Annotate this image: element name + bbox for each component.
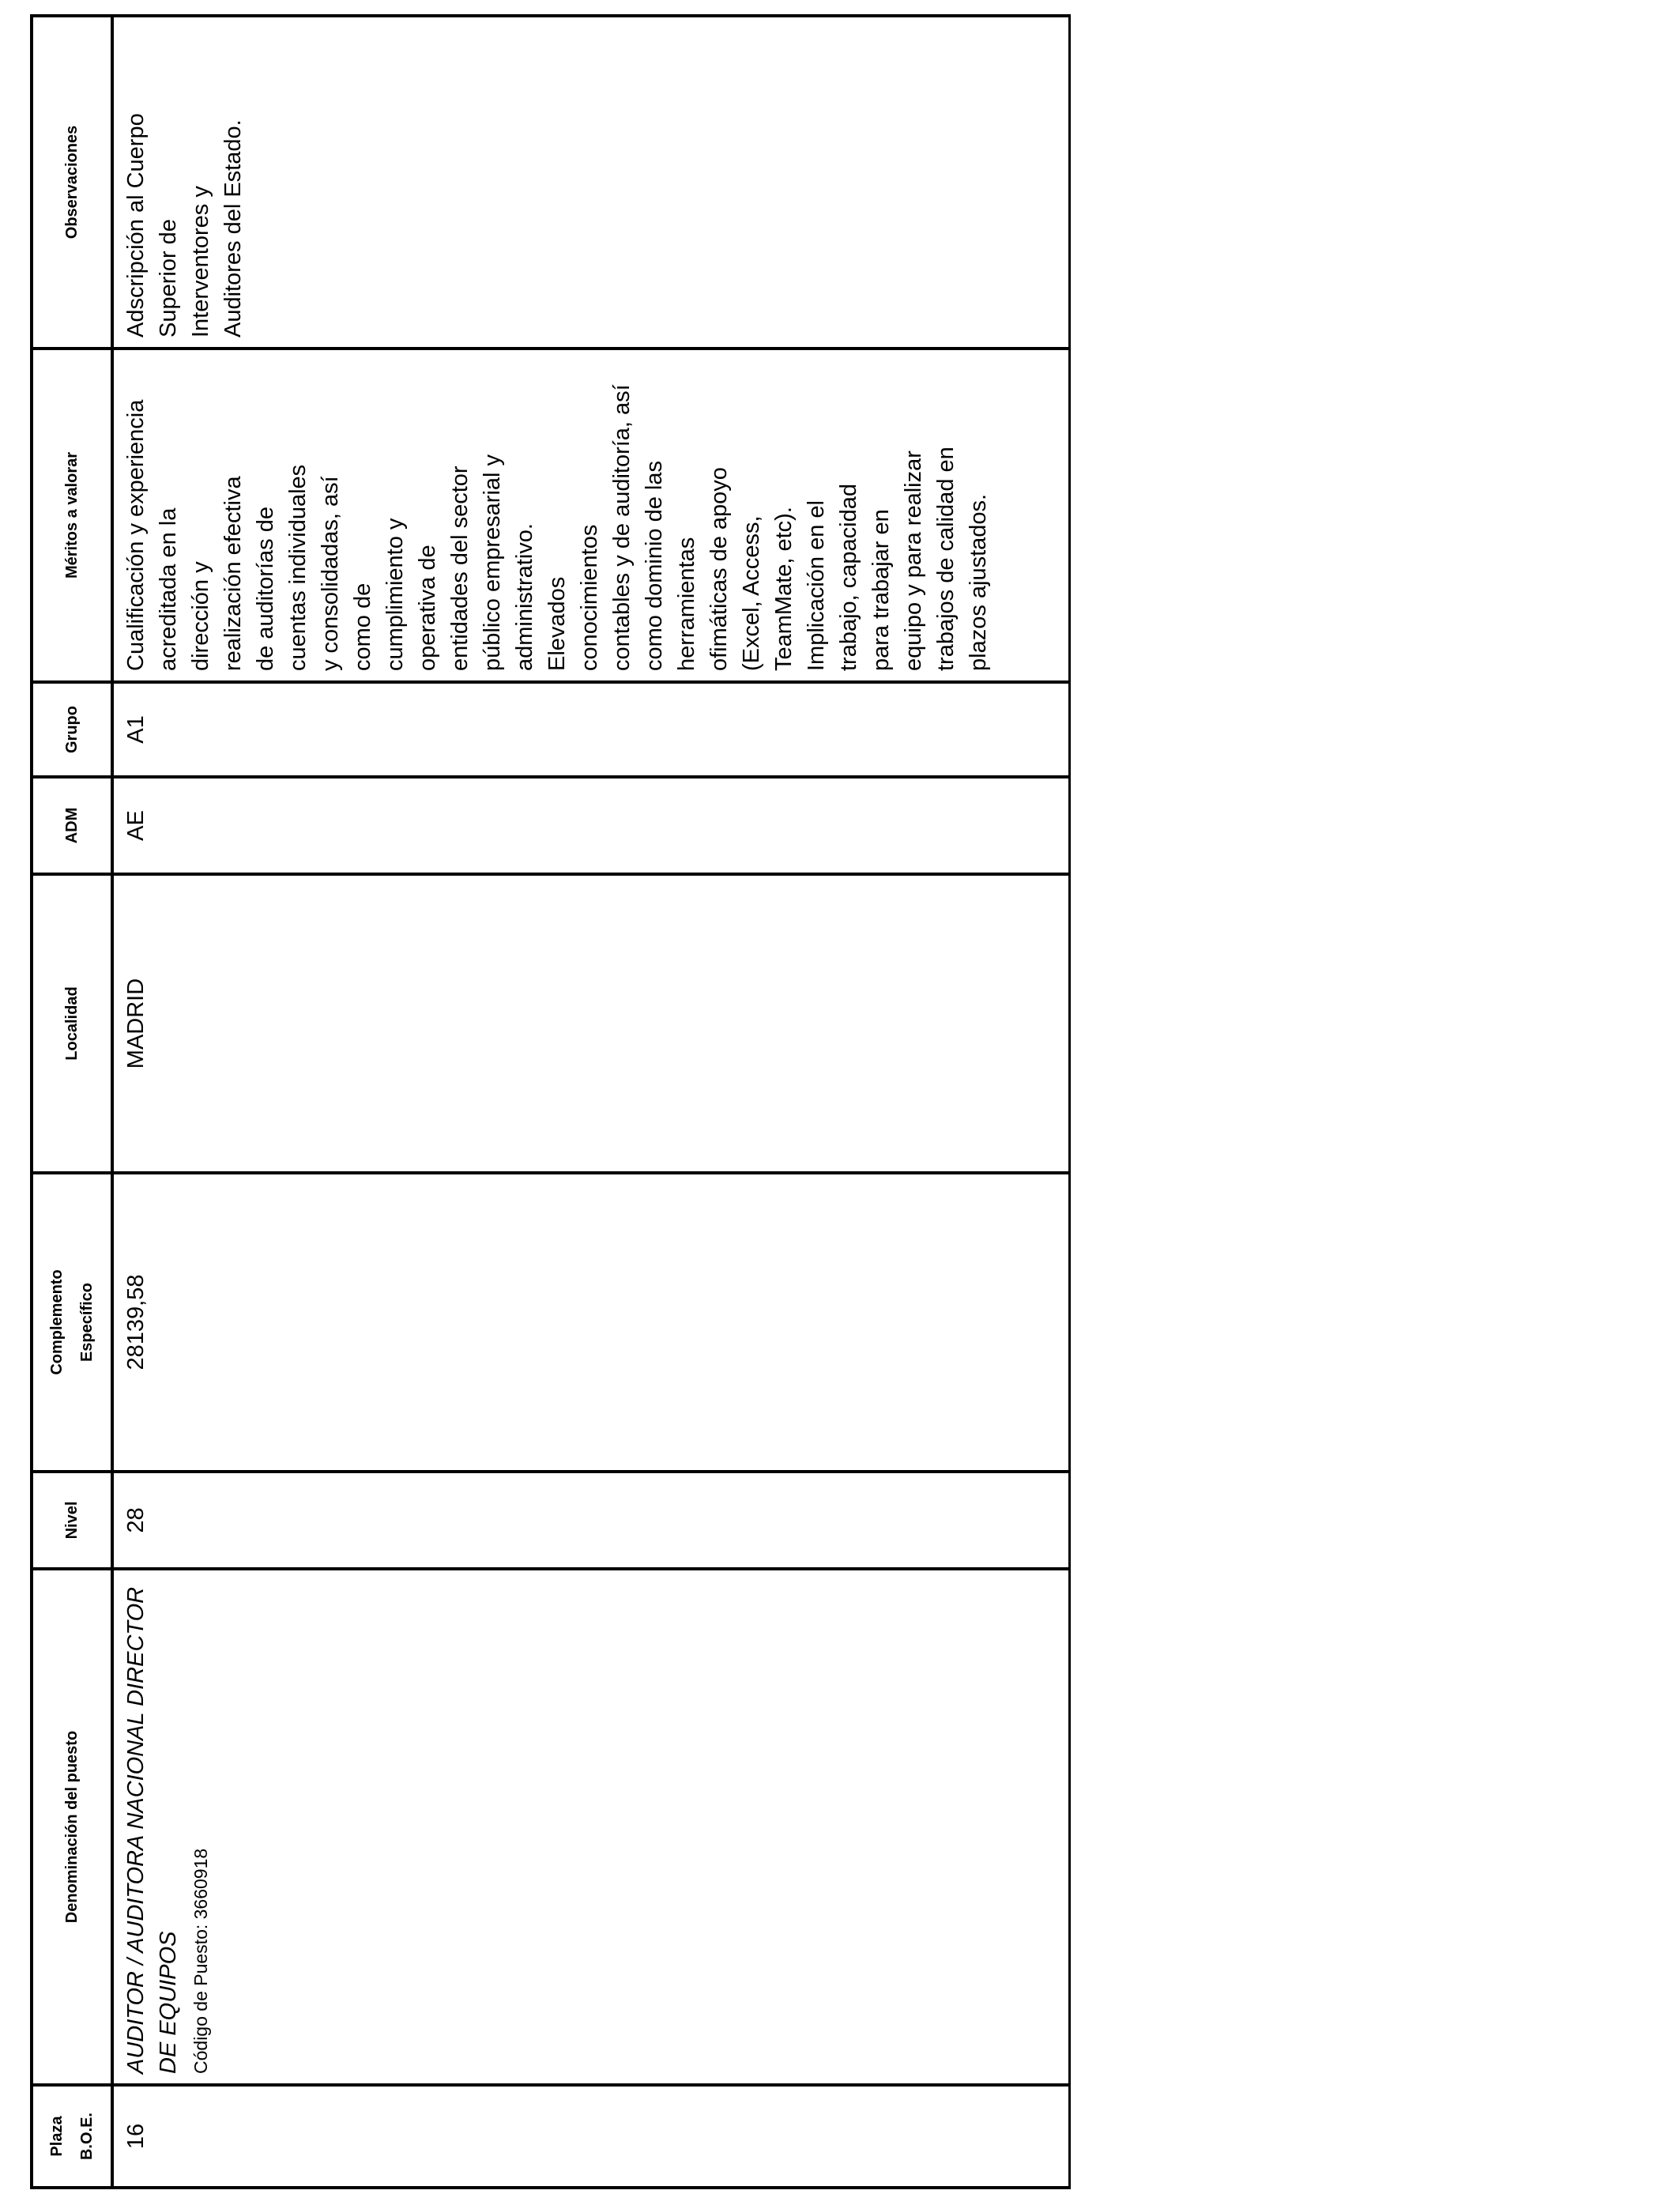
cell-meritos [112,349,1070,682]
merit-line: entidades del sector [447,466,473,671]
merit-line: cuentas individuales [285,464,311,671]
merit-line: de auditorías de [253,507,278,671]
merit-line: realización efectiva [220,476,246,671]
header-row [32,16,112,2188]
puestos-table [30,14,1071,2189]
merit-line: operativa de [415,545,440,671]
merit-line: y consolidadas, así [318,476,343,671]
puesto-name-line1: AUDITOR / AUDITORA NACIONAL DIRECTOR [123,1586,149,2074]
cell-denominacion [112,1569,1070,2085]
header-grupo: Grupo [32,682,112,777]
observacion-line: Auditores del Estado. [220,119,246,337]
header-plaza-line1: Plaza [48,2116,66,2157]
header-observaciones: Observaciones [32,16,112,349]
puesto-name-line2: DE EQUIPOS [156,1931,181,2074]
observacion-line: Interventores y [188,186,213,337]
cell-adm: AE [112,777,1070,874]
merit-line: trabajo, capacidad [836,484,861,671]
header-denominacion: Denominación del puesto [32,1569,112,2085]
observacion-line: Adscripción al Cuerpo [123,113,149,337]
merit-line: (Excel, Access, [739,515,764,671]
header-plaza-line2: B.O.E. [78,2113,96,2161]
merit-line: acreditada en la [156,507,181,671]
cell-nivel: 28 [112,1472,1070,1569]
merit-line: herramientas [674,537,699,671]
header-plaza [32,2085,112,2188]
rotated-page [30,17,1057,2189]
observacion-line: Superior de [156,219,181,337]
merit-line: como dominio de las [642,461,667,671]
merit-line: equipo y para realizar [901,450,926,671]
cell-grupo: A1 [112,682,1070,777]
header-localidad: Localidad [32,874,112,1173]
header-complemento-line1: Complemento [48,1269,66,1375]
codigo-puesto: Código de Puesto: 3660918 [190,1848,211,2074]
merit-line: Cualificación y experiencia [123,399,149,671]
header-complemento-line2: Específico [78,1282,96,1363]
merit-line: ofimáticas de apoyo [706,467,732,671]
merit-line: Implicación en el [804,500,829,671]
cell-complemento: 28139,58 [112,1173,1070,1472]
table-row [112,16,1070,2188]
merit-line: contables y de auditoría, así [609,384,635,671]
cell-observaciones [112,16,1070,349]
merit-line: dirección y [188,561,213,671]
merit-line: cumplimiento y [382,518,408,671]
cell-localidad: MADRID [112,874,1070,1173]
merit-line: Elevados [544,576,570,671]
merit-line: para trabajar en [868,509,894,671]
merit-line: conocimientos [577,524,602,671]
header-nivel: Nivel [32,1472,112,1569]
merit-line: público empresarial y [480,454,505,671]
merit-line: como de [350,582,375,671]
merit-line: trabajos de calidad en [933,447,959,671]
header-adm: ADM [32,777,112,874]
header-meritos: Méritos a valorar [32,349,112,682]
merit-line: administrativo. [512,523,537,671]
merit-line: plazos ajustados. [966,493,991,671]
cell-plaza: 16 [112,2085,1070,2188]
merit-line: TeamMate, etc). [771,507,797,671]
header-complemento [32,1173,112,1472]
